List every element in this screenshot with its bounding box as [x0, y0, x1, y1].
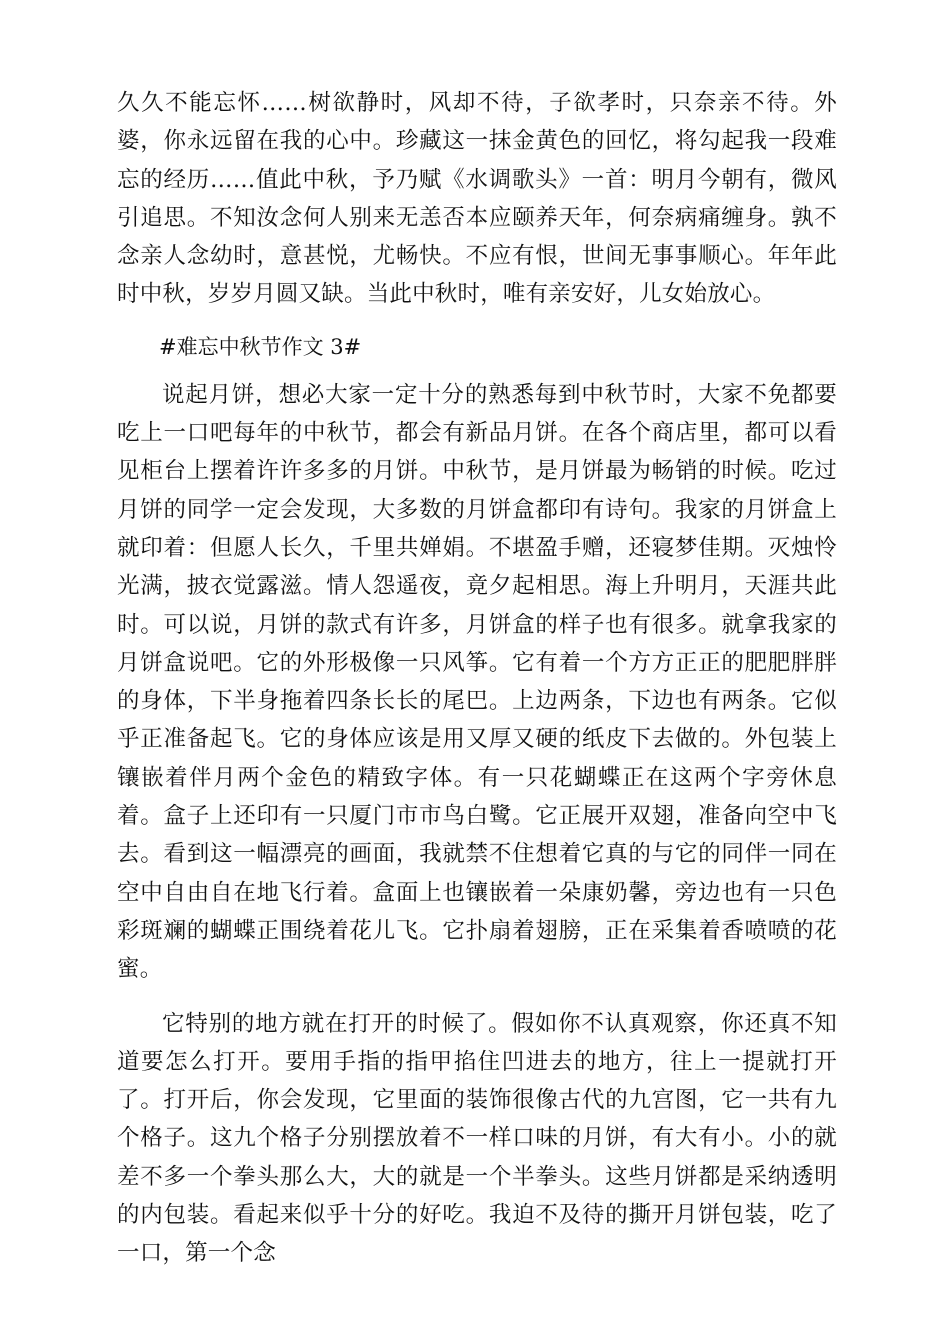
section-heading: #难忘中秋节作文 3#	[159, 334, 362, 359]
paragraph-1: 久久不能忘怀……树欲静时，风却不待，子欲孝时，只奈亲不待。外婆，你永远留在我的心中。珍藏这一抹金黄色的回忆，将勾起我一段难忘的经历……值此中秋，予乃赋《水调歌头》一首：明月今朝有，微风引追思。不知汝念何人别来无恙否本应颐养天年，何奈病痛缠身。孰不念亲人念幼时，意甚悦，尤畅快。不应有恨，世间无事事顺心。年年此时中秋，岁岁月圆又缺。当此中秋时，唯有亲安好，儿女始放心。	[117, 90, 837, 308]
paragraph-3: 它特别的地方就在打开的时候了。假如你不认真观察，你还真不知道要怎么打开。要用手指的指甲掐住凹进去的地方，往上一提就打开了。打开后，你会发现，它里面的装饰很像古代的九宫图，它一共有九个格子。这九个格子分别摆放着不一样口味的月饼，有大有小。小的就差不多一个拳头那么大，大的就是一个半拳头。这些月饼都是采纳透明的内包装。看起来似乎十分的好吃。我迫不及待的撕开月饼包装，吃了一口，第一个念	[117, 1010, 837, 1267]
document-page	[117, 84, 837, 1273]
paragraph-2: 说起月饼，想必大家一定十分的熟悉每到中秋节时，大家不免都要吃上一口吧每年的中秋节，都会有新品月饼。在各个商店里，都可以看见柜台上摆着许许多多的月饼。中秋节，是月饼最为畅销的时候。吃过月饼的同学一定会发现，大多数的月饼盒都印有诗句。我家的月饼盒上就印着：但愿人长久，千里共婵娟。不堪盈手赠，还寝梦佳期。灭烛怜光满，披衣觉露滋。情人怨遥夜，竟夕起相思。海上升明月，天涯共此时。可以说，月饼的款式有许多，月饼盒的样子也有很多。就拿我家的月饼盒说吧。它的外形极像一只风筝。它有着一个方方正正的肥肥胖胖的身体，下半身拖着四条长长的尾巴。上边两条，下边也有两条。它似乎正准备起飞。它的身体应该是用又厚又硬的纸皮下去做的。外包装上镶嵌着伴月两个金色的精致字体。有一只花蝴蝶正在这两个字旁休息着。盒子上还印有一只厦门市市鸟白鹭。它正展开双翅，准备向空中飞去。看到这一幅漂亮的画面，我就禁不住想着它真的与它的同伴一同在空中自由自在地飞行着。盒面上也镶嵌着一朵康奶馨，旁边也有一只色彩斑斓的蝴蝶正围绕着花儿飞。它扑扇着翅膀，正在采集着香喷喷的花蜜。	[117, 381, 837, 983]
